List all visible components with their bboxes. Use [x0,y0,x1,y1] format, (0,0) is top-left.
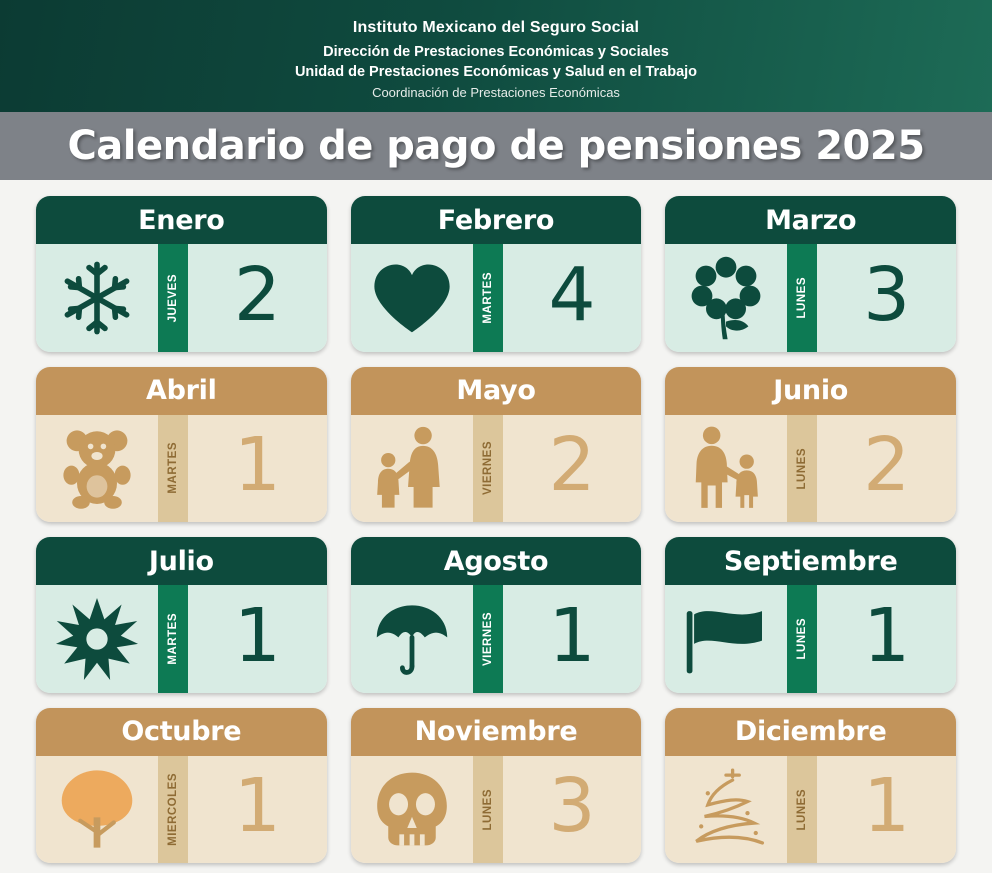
weekday-strip [158,415,188,523]
teddy-bear-icon [36,415,158,523]
weekday-label: VIERNES [481,441,494,496]
weekday-label: MARTES [167,612,180,665]
day-number: 3 [863,251,911,338]
weekday-strip [787,756,817,864]
month-card-febrero [351,196,642,352]
day-number: 1 [863,763,911,850]
calendar-grid [0,180,992,873]
title-band [0,112,992,180]
day-number: 2 [233,251,281,338]
month-card-septiembre [665,537,956,693]
weekday-strip [158,244,188,352]
month-card-junio [665,367,956,523]
institution-name: Instituto Mexicano del Seguro Social [352,18,640,36]
weekday-label: LUNES [796,618,809,660]
day-number: 1 [548,592,596,679]
unit-name: Unidad de Prestaciones Económicas y Salud en el Trabajo [294,63,698,80]
weekday-label: VIERNES [481,611,494,666]
weekday-label: LUNES [796,788,809,830]
flower-icon [665,244,787,352]
month-card-abril [36,367,327,523]
weekday-strip [473,415,503,523]
snowflake-icon [36,244,158,352]
month-name: Junio [665,367,956,415]
weekday-strip [787,585,817,693]
day-number: 2 [548,422,596,509]
umbrella-icon [351,585,473,693]
weekday-label: LUNES [481,788,494,830]
weekday-strip [158,585,188,693]
month-name: Agosto [351,537,642,585]
direction-name: Dirección de Prestaciones Económicas y Sociales [323,43,669,60]
flag-icon [665,585,787,693]
month-card-enero [36,196,327,352]
weekday-label: MARTES [481,271,494,324]
father-and-child-icon [665,415,787,523]
month-name: Marzo [665,196,956,244]
institution-header [0,0,992,112]
day-number: 4 [548,251,596,338]
tree-icon [36,756,158,864]
month-card-mayo [351,367,642,523]
weekday-label: MARTES [167,442,180,495]
day-number: 3 [548,763,596,850]
month-card-octubre [36,708,327,864]
month-name: Abril [36,367,327,415]
month-name: Julio [36,537,327,585]
weekday-strip [787,415,817,523]
month-name: Enero [36,196,327,244]
christmas-tree-icon [665,756,787,864]
month-name: Febrero [351,196,642,244]
weekday-strip [473,756,503,864]
weekday-label: JUEVES [167,273,180,322]
month-name: Diciembre [665,708,956,756]
month-card-agosto [351,537,642,693]
day-number: 1 [233,592,281,679]
month-card-noviembre [351,708,642,864]
month-name: Noviembre [351,708,642,756]
weekday-label: LUNES [796,277,809,319]
month-card-marzo [665,196,956,352]
page-title: Calendario de pago de pensiones 2025 [67,123,925,169]
weekday-strip [473,244,503,352]
weekday-label: LUNES [796,447,809,489]
mother-and-child-icon [351,415,473,523]
month-name: Mayo [351,367,642,415]
month-name: Octubre [36,708,327,756]
weekday-strip [158,756,188,864]
weekday-label: MIERCOLES [167,772,180,846]
sun-icon [36,585,158,693]
month-card-julio [36,537,327,693]
month-card-diciembre [665,708,956,864]
month-name: Septiembre [665,537,956,585]
day-number: 1 [233,422,281,509]
day-number: 1 [863,592,911,679]
coordination-name: Coordinación de Prestaciones Económicas [372,84,620,100]
day-number: 2 [863,422,911,509]
day-number: 1 [233,763,281,850]
weekday-strip [787,244,817,352]
heart-icon [351,244,473,352]
weekday-strip [473,585,503,693]
skull-icon [351,756,473,864]
